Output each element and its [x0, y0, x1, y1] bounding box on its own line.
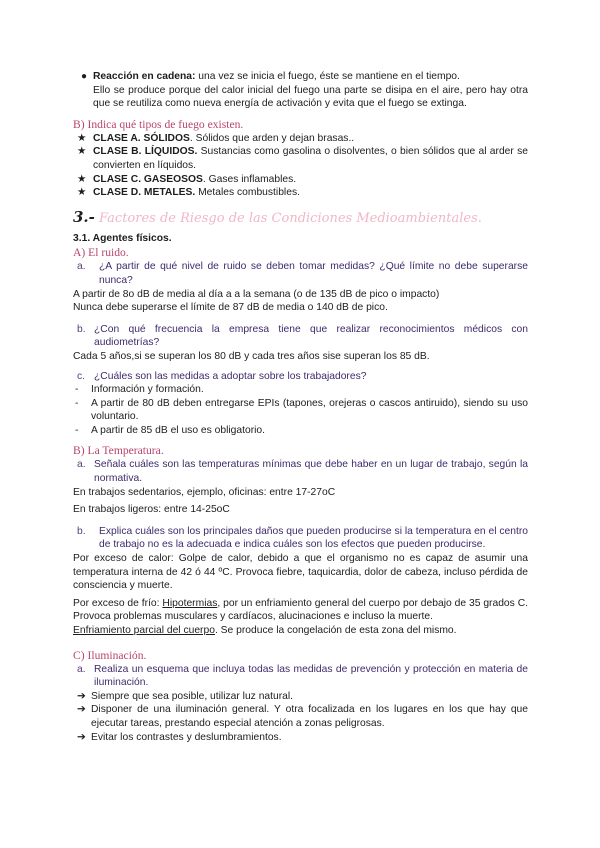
chain-reaction-explanation: Ello se produce porque del calor inicial del fuego una parte se disipa en el aire, pero hay otra que se reutiliza como nueva energía de activación y evita que el fuego se extinga.: [93, 84, 528, 110]
dash-icon: -: [75, 424, 79, 436]
arrow-right-icon: ➔: [77, 704, 86, 716]
fire-types-heading: B) Indica qué tipos de fuego existen.: [73, 117, 244, 131]
temperature-question-b: b. Explica cuáles son los principales daños que pueden producirse si la temperatura en el centro de trabajo no es la adecuada e indica cuáles son los efectos que pueden producirse.: [77, 525, 528, 551]
noise-measure-3: - A partir de 85 dB el uso es obligatorio.: [75, 424, 266, 436]
dash-icon: -: [75, 384, 79, 396]
heat-excess-text: Por exceso de calor: Golpe de calor, debido a que el organismo no es capaz de asumir una temperatura interna de 42 ó 44 ºC. Provoca fiebre, taquicardia, dolor de cabeza, incluso pérdida de consciencia y muerte.: [73, 553, 528, 592]
section-3-title: 3.- Factores de Riesgo de las Condiciones Medioambientales.: [73, 207, 482, 226]
lighting-measure-3: ➔ Evitar los contrastes y deslumbramientos.: [77, 731, 282, 743]
noise-answer-a1: A partir de 8o dB de media al día a a la semana (o de 135 dB de pico o impacto): [73, 288, 440, 300]
star-icon: ★: [77, 132, 87, 144]
fire-class-c: ★ CLASE C. GASEOSOS. Gases inflamables.: [77, 173, 297, 185]
arrow-right-icon: ➔: [77, 731, 86, 743]
noise-answer-b: Cada 5 años,si se superan los 80 dB y cada tres años sise superan los 85 dB.: [73, 350, 430, 362]
cold-excess-text: Por exceso de frío: Hipotermias, por un enfriamiento general del cuerpo por debajo de 35 grados C. Provoca problemas musculares y cardíacos, alucinaciones e incluso la muerte.: [73, 597, 528, 623]
fire-class-b: ★ CLASE B. LÍQUIDOS. Sustancias como gasolina o disolventes, o bien sólidos que al arder se convierten en líquidos.: [77, 146, 528, 171]
fire-class-d: ★ CLASE D. METALES. Metales combustibles.: [77, 187, 300, 199]
subsection-title: 3.1. Agentes físicos.: [73, 232, 172, 244]
partial-cooling-text: Enfriamiento parcial del cuerpo. Se produce la congelación de esta zona del mismo.: [73, 625, 457, 636]
noise-measure-2: - A partir de 80 dB deben entregarse EPIs (tapones, orejeras o cascos antiruido), siendo su uso voluntario.: [75, 397, 528, 423]
lighting-measure-2: ➔ Disponer de una iluminación general. Y otra focalizada en los lugares en los que hay que ejecutar tareas, prestando especial atención a zonas peligrosas.: [77, 704, 528, 729]
lighting-heading: C) Iluminación.: [73, 648, 147, 662]
temperature-question-a: a. Señala cuáles son las temperaturas mínimas que debe haber en un lugar de trabajo, según la normativa.: [77, 459, 528, 485]
bullet-dot-icon: ●: [81, 71, 88, 82]
lighting-measure-1: ➔ Siempre que sea posible, utilizar luz natural.: [77, 690, 294, 702]
star-icon: ★: [77, 187, 87, 199]
noise-question-c: c. ¿Cuáles son las medidas a adoptar sobre los trabajadores?: [77, 370, 367, 382]
noise-question-b: b. ¿Con qué frecuencia la empresa tiene que realizar reconocimientos médicos con audiometrías?: [77, 323, 528, 349]
fire-class-a: ★ CLASE A. SÓLIDOS. Sólidos que arden y dejan brasas..: [77, 132, 355, 144]
noise-answer-a2: Nunca debe superarse el límite de 87 dB de media o 140 dB de pico.: [73, 302, 388, 314]
lighting-question-a: a. Realiza un esquema que incluya todas las medidas de prevención y protección en materia de iluminación.: [77, 663, 528, 689]
temperature-heading: B) La Temperatura.: [73, 444, 164, 458]
noise-measure-1: - Información y formación.: [75, 384, 204, 396]
star-icon: ★: [77, 173, 87, 185]
arrow-right-icon: ➔: [77, 690, 86, 702]
noise-heading: A) El ruido.: [73, 246, 129, 260]
noise-question-a: a. ¿A partir de qué nivel de ruido se deben tomar medidas? ¿Qué límite no debe superarse nunca?: [77, 261, 528, 286]
temperature-answer-a1: En trabajos sedentarios, ejemplo, oficinas: entre 17-27oC: [73, 486, 336, 498]
dash-icon: -: [75, 397, 79, 409]
temperature-answer-a2: En trabajos ligeros: entre 14-25oC: [73, 504, 230, 516]
star-icon: ★: [77, 146, 87, 158]
chain-reaction-bullet: ● Reacción en cadena: una vez se inicia el fuego, éste se mantiene en el tiempo. Ello se produce porque del calor inicial del fuego una parte se disipa en el aire, pero hay otra que se reutiliza como nueva energía de activación y evita que el fuego se extinga.: [81, 71, 528, 110]
